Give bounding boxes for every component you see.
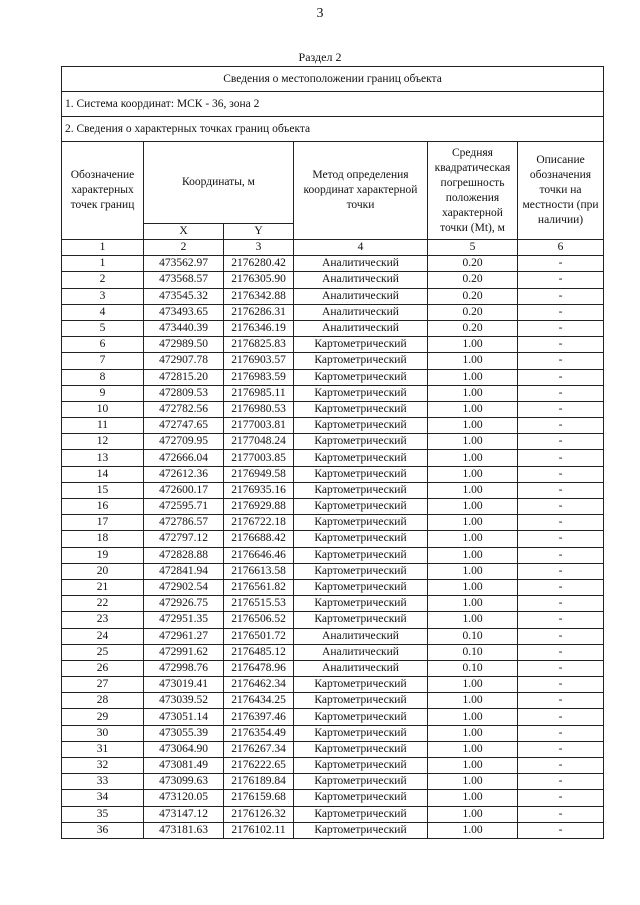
coord-x: 472809.53 [144,385,224,401]
coord-x: 472989.50 [144,337,224,353]
accuracy: 1.00 [428,677,518,693]
table-row [62,353,604,369]
description: - [518,612,604,628]
description: - [518,320,604,336]
accuracy: 1.00 [428,466,518,482]
point-number: 24 [62,628,144,644]
coord-x: 472747.65 [144,418,224,434]
method: Картометрический [294,612,428,628]
coordinate-system: 1. Система координат: МСК - 36, зона 2 [62,92,604,117]
coord-x: 473039.52 [144,693,224,709]
point-number: 2 [62,272,144,288]
header-x: X [144,224,224,240]
column-number: 6 [518,240,604,256]
coord-x: 473120.05 [144,790,224,806]
accuracy: 1.00 [428,401,518,417]
point-number: 30 [62,725,144,741]
point-number: 4 [62,304,144,320]
coord-y: 2176985.11 [224,385,294,401]
description: - [518,758,604,774]
method: Аналитический [294,256,428,272]
point-number: 9 [62,385,144,401]
accuracy: 1.00 [428,369,518,385]
point-number: 20 [62,563,144,579]
table-row [62,256,604,272]
coord-y: 2176462.34 [224,677,294,693]
coord-y: 2176102.11 [224,822,294,838]
accuracy: 0.20 [428,304,518,320]
method: Картометрический [294,693,428,709]
page-number: 3 [316,6,324,21]
point-number: 14 [62,466,144,482]
point-number: 31 [62,741,144,757]
coord-y: 2176983.59 [224,369,294,385]
point-number: 16 [62,499,144,515]
table-row [62,499,604,515]
header-designation: Обозначение характерных точек границ [62,142,144,240]
accuracy: 1.00 [428,579,518,595]
accuracy: 1.00 [428,709,518,725]
method: Картометрический [294,563,428,579]
coord-x: 473181.63 [144,822,224,838]
point-number: 5 [62,320,144,336]
coord-x: 473147.12 [144,806,224,822]
method: Картометрический [294,790,428,806]
table-row [62,288,604,304]
coord-y: 2176189.84 [224,774,294,790]
accuracy: 1.00 [428,822,518,838]
description: - [518,547,604,563]
table-row [62,401,604,417]
coord-y: 2176222.65 [224,758,294,774]
description: - [518,579,604,595]
point-number: 36 [62,822,144,838]
coord-y: 2176515.53 [224,596,294,612]
table-row [62,385,604,401]
description: - [518,741,604,757]
point-number: 26 [62,660,144,676]
coord-x: 472902.54 [144,579,224,595]
table-row [62,434,604,450]
method: Картометрический [294,709,428,725]
method: Картометрический [294,434,428,450]
coord-x: 472709.95 [144,434,224,450]
table-row [62,320,604,336]
description: - [518,450,604,466]
method: Картометрический [294,758,428,774]
point-number: 12 [62,434,144,450]
method: Картометрический [294,337,428,353]
method: Картометрический [294,369,428,385]
method: Картометрический [294,515,428,531]
coord-y: 2176305.90 [224,272,294,288]
description: - [518,337,604,353]
accuracy: 1.00 [428,758,518,774]
method: Аналитический [294,320,428,336]
description: - [518,563,604,579]
table-row [62,579,604,595]
description: - [518,434,604,450]
method: Аналитический [294,660,428,676]
accuracy: 0.20 [428,272,518,288]
table-row [62,418,604,434]
accuracy: 0.10 [428,660,518,676]
header-description: Описание обозначения точки на местности (при наличии) [518,142,604,240]
coord-x: 472926.75 [144,596,224,612]
coord-y: 2176506.52 [224,612,294,628]
point-number: 27 [62,677,144,693]
coord-x: 472612.36 [144,466,224,482]
method: Аналитический [294,304,428,320]
table-row [62,482,604,498]
point-number: 17 [62,515,144,531]
accuracy: 1.00 [428,515,518,531]
header-coordinates: Координаты, м [144,142,294,224]
point-number: 28 [62,693,144,709]
method: Аналитический [294,288,428,304]
table-row [62,563,604,579]
table-row [62,822,604,838]
coord-y: 2176286.31 [224,304,294,320]
table-row [62,806,604,822]
accuracy: 1.00 [428,450,518,466]
accuracy: 1.00 [428,434,518,450]
boundary-points-table [61,66,604,839]
accuracy: 0.10 [428,628,518,644]
table-row [62,547,604,563]
method: Картометрический [294,450,428,466]
description: - [518,677,604,693]
point-number: 13 [62,450,144,466]
coord-x: 473440.39 [144,320,224,336]
method: Картометрический [294,806,428,822]
accuracy: 1.00 [428,499,518,515]
method: Картометрический [294,741,428,757]
table-row [62,628,604,644]
accuracy: 0.20 [428,256,518,272]
method: Картометрический [294,385,428,401]
coord-y: 2176722.18 [224,515,294,531]
coord-y: 2176478.96 [224,660,294,676]
accuracy: 1.00 [428,725,518,741]
accuracy: 1.00 [428,547,518,563]
coord-y: 2176825.83 [224,337,294,353]
method: Картометрический [294,547,428,563]
accuracy: 1.00 [428,693,518,709]
method: Картометрический [294,499,428,515]
method: Аналитический [294,644,428,660]
point-number: 23 [62,612,144,628]
coord-x: 473055.39 [144,725,224,741]
coord-y: 2176646.46 [224,547,294,563]
description: - [518,806,604,822]
method: Аналитический [294,628,428,644]
accuracy: 1.00 [428,385,518,401]
accuracy: 0.20 [428,320,518,336]
point-number: 1 [62,256,144,272]
coord-x: 472841.94 [144,563,224,579]
coord-y: 2176980.53 [224,401,294,417]
table-row [62,337,604,353]
table-row [62,515,604,531]
accuracy: 1.00 [428,337,518,353]
coord-x: 472815.20 [144,369,224,385]
description: - [518,725,604,741]
point-number: 10 [62,401,144,417]
method: Картометрический [294,677,428,693]
point-number: 3 [62,288,144,304]
column-number: 2 [144,240,224,256]
accuracy: 1.00 [428,531,518,547]
coord-x: 473081.49 [144,758,224,774]
coord-y: 2177003.85 [224,450,294,466]
point-number: 32 [62,758,144,774]
point-number: 15 [62,482,144,498]
table-title: Сведения о местоположении границ объекта [62,67,604,92]
method: Картометрический [294,596,428,612]
point-number: 33 [62,774,144,790]
coord-x: 473064.90 [144,741,224,757]
method: Картометрический [294,774,428,790]
coord-y: 2177003.81 [224,418,294,434]
accuracy: 1.00 [428,612,518,628]
coord-y: 2176267.34 [224,741,294,757]
description: - [518,272,604,288]
point-number: 18 [62,531,144,547]
point-number: 22 [62,596,144,612]
section-title: Раздел 2 [298,50,342,64]
coord-x: 472797.12 [144,531,224,547]
coord-y: 2176434.25 [224,693,294,709]
description: - [518,353,604,369]
method: Картометрический [294,353,428,369]
column-numbers-row [62,240,604,256]
header-y: Y [224,224,294,240]
description: - [518,660,604,676]
description: - [518,774,604,790]
coord-x: 473099.63 [144,774,224,790]
accuracy: 1.00 [428,790,518,806]
table-row [62,531,604,547]
table-row [62,693,604,709]
coord-y: 2176613.58 [224,563,294,579]
accuracy: 0.20 [428,288,518,304]
coord-x: 473568.57 [144,272,224,288]
point-number: 35 [62,806,144,822]
coord-x: 472828.88 [144,547,224,563]
coord-y: 2176949.58 [224,466,294,482]
point-number: 29 [62,709,144,725]
coord-y: 2176346.19 [224,320,294,336]
description: - [518,288,604,304]
coord-y: 2176397.46 [224,709,294,725]
table-row [62,741,604,757]
column-number: 3 [224,240,294,256]
method: Картометрический [294,401,428,417]
column-number: 1 [62,240,144,256]
method: Картометрический [294,725,428,741]
point-number: 11 [62,418,144,434]
method: Картометрический [294,822,428,838]
description: - [518,596,604,612]
description: - [518,628,604,644]
coord-x: 473051.14 [144,709,224,725]
coord-y: 2176929.88 [224,499,294,515]
table-row [62,790,604,806]
coord-y: 2176342.88 [224,288,294,304]
coord-y: 2176561.82 [224,579,294,595]
table-row [62,612,604,628]
accuracy: 1.00 [428,482,518,498]
table-row [62,725,604,741]
coord-x: 473493.65 [144,304,224,320]
description: - [518,709,604,725]
table-row [62,450,604,466]
coord-y: 2176280.42 [224,256,294,272]
point-number: 34 [62,790,144,806]
method: Аналитический [294,272,428,288]
accuracy: 1.00 [428,741,518,757]
accuracy: 1.00 [428,596,518,612]
description: - [518,644,604,660]
description: - [518,418,604,434]
accuracy: 0.10 [428,644,518,660]
coord-x: 472951.35 [144,612,224,628]
description: - [518,401,604,417]
accuracy: 1.00 [428,563,518,579]
point-number: 25 [62,644,144,660]
method: Картометрический [294,531,428,547]
coord-x: 472600.17 [144,482,224,498]
table-row [62,677,604,693]
column-number: 4 [294,240,428,256]
method: Картометрический [294,482,428,498]
coord-x: 472782.56 [144,401,224,417]
coord-x: 473019.41 [144,677,224,693]
point-number: 6 [62,337,144,353]
method: Картометрический [294,466,428,482]
coord-y: 2176903.57 [224,353,294,369]
accuracy: 1.00 [428,418,518,434]
description: - [518,790,604,806]
table-row [62,660,604,676]
description: - [518,369,604,385]
description: - [518,515,604,531]
method: Картометрический [294,418,428,434]
coord-y: 2176159.68 [224,790,294,806]
coord-y: 2176935.16 [224,482,294,498]
accuracy: 1.00 [428,774,518,790]
coord-y: 2177048.24 [224,434,294,450]
coord-y: 2176501.72 [224,628,294,644]
method: Картометрический [294,579,428,595]
coord-x: 472786.57 [144,515,224,531]
point-number: 7 [62,353,144,369]
point-number: 21 [62,579,144,595]
coord-x: 472595.71 [144,499,224,515]
description: - [518,304,604,320]
accuracy: 1.00 [428,353,518,369]
coord-x: 472666.04 [144,450,224,466]
description: - [518,256,604,272]
table-row [62,758,604,774]
description: - [518,482,604,498]
description: - [518,385,604,401]
header-method: Метод определения координат характерной точки [294,142,428,240]
table-row [62,304,604,320]
table-row [62,466,604,482]
point-number: 19 [62,547,144,563]
coord-x: 472998.76 [144,660,224,676]
table-row [62,596,604,612]
header-accuracy: Средняя квадратическая погрешность положения характерной точки (Mt), м [428,142,518,240]
description: - [518,693,604,709]
accuracy: 1.00 [428,806,518,822]
coord-x: 472907.78 [144,353,224,369]
coord-x: 473562.97 [144,256,224,272]
table-row [62,272,604,288]
points-section-title: 2. Сведения о характерных точках границ объекта [62,117,604,142]
coord-x: 473545.32 [144,288,224,304]
table-row [62,644,604,660]
column-number: 5 [428,240,518,256]
description: - [518,822,604,838]
point-number: 8 [62,369,144,385]
table-row [62,369,604,385]
description: - [518,531,604,547]
coord-x: 472961.27 [144,628,224,644]
description: - [518,499,604,515]
coord-y: 2176126.32 [224,806,294,822]
description: - [518,466,604,482]
table-row [62,774,604,790]
coord-y: 2176688.42 [224,531,294,547]
coord-y: 2176485.12 [224,644,294,660]
table-row [62,709,604,725]
coord-x: 472991.62 [144,644,224,660]
coord-y: 2176354.49 [224,725,294,741]
